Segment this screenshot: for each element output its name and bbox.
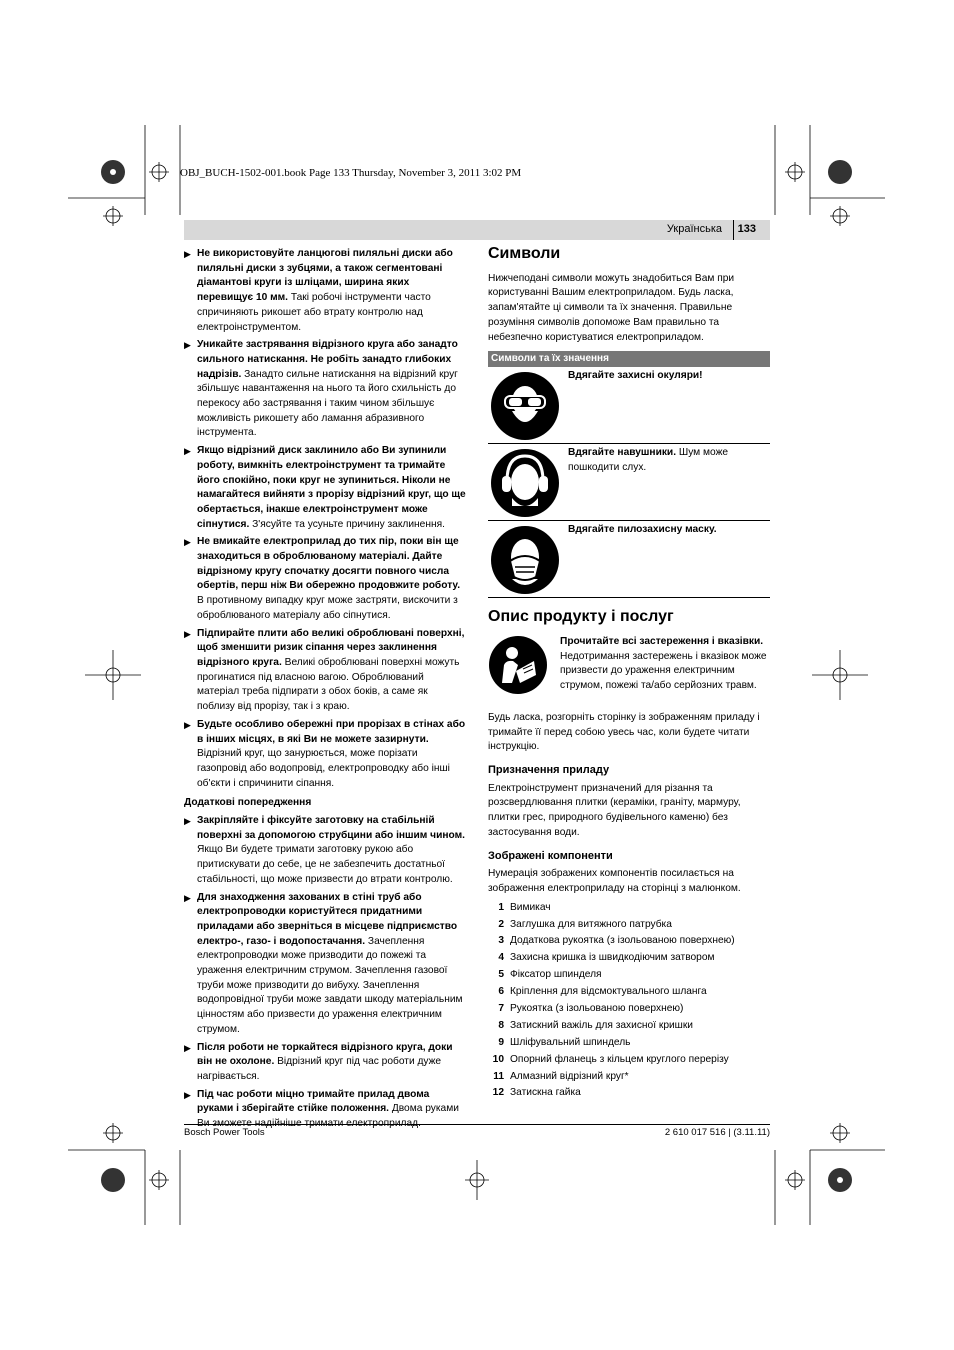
warning-text: Двома руками xyxy=(391,1103,459,1115)
warning-item xyxy=(184,891,466,1038)
warning-text: Якщо Ви будете тримати заготовку рукою або притискувати до себе, це не забезпечить достатньої стабільності, що може призвести до втрати контролю. xyxy=(197,844,453,885)
component-label: Додаткова рукоятка (з ізольованою поверхнею) xyxy=(510,935,735,947)
warning-item xyxy=(184,627,466,715)
warning-item xyxy=(184,1041,466,1085)
components-title: Зображені компоненти xyxy=(488,849,613,862)
warning-bold-text: Під час роботи міцно тримайте прилад двома руками і зберігайте стійке положення. xyxy=(197,1088,430,1115)
component-label: Алмазний відрізний круг* xyxy=(510,1070,629,1082)
right-column xyxy=(488,247,770,1103)
bullet-arrow-icon: ▶ xyxy=(184,446,191,457)
component-label: Затискний важіль для захисної кришки xyxy=(510,1019,694,1031)
warning-text: В противному випадку круг може застряти, вискочити з оброблюваного матеріалу або сіпнутися. xyxy=(197,595,458,621)
symbol-row xyxy=(488,444,770,521)
component-label: Шліфувальний шпиндель xyxy=(510,1036,631,1048)
component-item xyxy=(488,985,770,1000)
bullet-arrow-icon: ▶ xyxy=(184,816,191,827)
component-item xyxy=(488,934,770,949)
component-item xyxy=(488,1086,770,1101)
component-label: Кріплення для відсмоктувального шланга xyxy=(510,986,707,998)
footer-doc-number: 2 610 017 516 | (3.11.11) xyxy=(664,1127,770,1138)
symbol-row xyxy=(488,367,770,444)
symbol-row xyxy=(488,521,770,598)
component-number: 5 xyxy=(498,969,504,981)
components-list xyxy=(488,901,770,1102)
safety-goggles-icon xyxy=(490,371,560,441)
component-number: 8 xyxy=(498,1019,504,1031)
bullet-arrow-icon: ▶ xyxy=(184,1089,191,1100)
component-number: 1 xyxy=(498,901,504,913)
warning-bold-text: Будьте особливо обережні при прорізах в стінах або в інших місцях, в які Ви не можете зазирнути. xyxy=(197,718,466,745)
purpose-title: Призначення приладу xyxy=(488,764,610,777)
warning-bold-text: Не вмикайте електроприлад до тих пір, поки він ще знаходиться в оброблюваному матеріалі. Дайте відрізному кругу спочатку досягти повного числа обертів, перш ніж Ви обережно продовжите роботу. xyxy=(197,536,461,592)
symbols-title: Символи xyxy=(488,245,561,262)
warning-bold-text: Якщо відрізний диск заклинило або Ви зупинили роботу, вимкніть електроінструмент та тримайте його спокійно, поки круг не зупиниться. Ніколи не намагайтеся вийняти з прорізу відрізний круг, що ще обертається, інакше електроінструмент може сіпнутися. xyxy=(197,445,466,530)
component-item xyxy=(488,1036,770,1051)
warning-item xyxy=(184,1088,466,1132)
symbol-text: Вдягайте пилозахисну маску. xyxy=(568,524,717,536)
warning-bold-text: Підпирайте плити або великі оброблювані поверхні, щоб зменшити ризик сіпання через заклинення відрізного круга. xyxy=(197,627,465,668)
header-language: Українська xyxy=(666,223,722,235)
component-number: 10 xyxy=(492,1053,504,1065)
warning-item xyxy=(184,814,466,888)
component-item xyxy=(488,901,770,916)
header-separator xyxy=(733,220,734,240)
unfold-note: Будь ласка, розгорніть сторінку із зображенням приладу і тримайте її перед собою увесь час, коли будете читати інструкцію. xyxy=(488,711,760,753)
component-item xyxy=(488,1053,770,1068)
read-warning-bold: Прочитайте всі застереження і вказівки. xyxy=(560,635,764,647)
component-label: Фіксатор шпинделя xyxy=(510,969,602,981)
warning-text: Відрізний круг, що занурюється, може порізати газопровід або водопровід, електропроводку або інші об'єкти і спричинити сіпання. xyxy=(197,748,450,789)
warning-bold-text: Після роботи не торкайтеся відрізного круга, доки він не охолоне. xyxy=(197,1041,453,1068)
bullet-arrow-icon: ▶ xyxy=(184,537,191,548)
dust-mask-icon xyxy=(490,525,560,595)
product-title: Опис продукту і послуг xyxy=(488,608,674,626)
warning-item xyxy=(184,444,466,532)
page-number: 133 xyxy=(737,223,756,235)
warning-item xyxy=(184,247,466,335)
component-item xyxy=(488,1002,770,1017)
bullet-arrow-icon: ▶ xyxy=(184,1042,191,1053)
component-label: Захисна кришка із швидкодіючим затвором xyxy=(510,952,715,964)
warning-item xyxy=(184,718,466,792)
bullet-arrow-icon: ▶ xyxy=(184,340,191,351)
component-number: 12 xyxy=(492,1087,504,1099)
component-item xyxy=(488,951,770,966)
read-warning-text: Недотримання застережень і вказівок може призвести до ураження електричним струмом, пожежі та/або серйозних травм. xyxy=(560,650,767,692)
bullet-arrow-icon: ▶ xyxy=(184,249,191,259)
warning-text: Такі робочі інструменти часто спричиняють рикошет або втрату контролю над електроінструментом. xyxy=(197,292,431,333)
symbols-table-header: Символи та їх значення xyxy=(488,351,770,367)
component-number: 9 xyxy=(498,1036,504,1048)
warning-text: Великі оброблювані поверхні можуть прогинатися під власною вагою. Оброблюваний матеріал треба підпирати з обох боків, а саме як поблизу від прорізу, так і з краю. xyxy=(197,656,460,713)
component-number: 4 xyxy=(498,952,504,964)
warning-bold-text: Закріпляйте і фіксуйте заготовку на стабільній поверхні за допомогою струбцини або іншим чином. xyxy=(197,815,465,841)
warning-bold-text: Для знаходження захованих в стіні труб або електропроводки користуйтеся придатними приладами або зверніться в місцеве підприємство електро-, газо- і водопостачання. xyxy=(197,891,458,947)
footer-rule xyxy=(184,1124,770,1125)
additional-warnings-heading: Додаткові попередження xyxy=(184,797,312,809)
component-item xyxy=(488,918,770,933)
warning-bold-text: Не використовуйте ланцюгові пиляльні диски або пиляльні диски з зубцями, а також сегментовані діамантові круги із шліцами, ширина яких перевищує 10 мм. xyxy=(197,248,453,304)
bullet-arrow-icon: ▶ xyxy=(184,628,191,639)
component-number: 2 xyxy=(498,918,504,930)
component-number: 7 xyxy=(498,1003,504,1014)
warning-text: З'ясуйте та усуньте причину заклинення. xyxy=(249,518,445,530)
bullet-arrow-icon: ▶ xyxy=(184,719,191,730)
component-label: Опорний фланець з кільцем круглого перерізу xyxy=(510,1053,729,1065)
warning-text: Відрізний круг під час роботи дуже нагрівається. xyxy=(197,1056,442,1082)
symbol-text: Вдягайте захисні окуляри! xyxy=(568,370,703,382)
components-intro: Нумерація зображених компонентів посилається на зображення електроприладу на сторінці з малюнком. xyxy=(488,868,741,894)
symbol-bold-text: Вдягайте навушники. xyxy=(568,447,677,459)
component-label: Рукоятка (з ізольованою поверхнею) xyxy=(510,1003,684,1014)
purpose-text: Електроінструмент призначений для різання та розсвердлювання плитки (кераміки, граніту, мармуру, плитки грес, природного будівельного каменю) без застосування води. xyxy=(488,782,741,838)
page-header xyxy=(184,220,770,240)
warning-text: Зачеплення електропроводки може призводити до пожежі та ураження електричним струмом. Зачеплення газової труби може призводити до вибуху. Зачеплення водопровідної труби може завдати шкоду матеріальним цінностям або призвести до ураження електричним струмом. xyxy=(197,935,463,1035)
symbols-intro: Нижчеподані символи можуть знадобиться Вам при користуванні Вашим електроприладом. Будь ласка, запам'ятайте ці символи та їх значення. Правильне розуміння символів допоможе Вам правильно та небезпечно користуватися електроприладом. xyxy=(488,272,735,343)
left-column xyxy=(184,247,466,1135)
component-item xyxy=(488,968,770,983)
component-label: Заглушка для витяжного патрубка xyxy=(510,918,672,930)
warning-bold-text: Уникайте застрявання відрізного круга або занадто сильного натискання. Не робіть занадто глибоких надрізів. xyxy=(197,339,458,380)
component-label: Затискна гайка xyxy=(510,1087,581,1099)
footer-brand: Bosch Power Tools xyxy=(184,1127,265,1138)
component-item xyxy=(488,1019,770,1034)
warning-text: Занадто сильне натискання на відрізний круг збільшує навантаження на нього та його схильність до перекосу або застрявання і таким чином збільшує можливість рикошету або ламання абразивного інструмента. xyxy=(197,368,458,439)
component-number: 11 xyxy=(493,1070,504,1082)
symbol-text: Шум може пошкодити слух. xyxy=(568,447,729,473)
bullet-arrow-icon: ▶ xyxy=(184,892,191,903)
read-instructions-row xyxy=(488,635,770,701)
component-number: 6 xyxy=(498,986,504,998)
warning-item xyxy=(184,535,466,623)
component-number: 3 xyxy=(498,935,504,947)
component-label: Вимикач xyxy=(510,901,551,913)
read-manual-icon xyxy=(488,635,548,695)
component-item xyxy=(488,1070,770,1085)
warning-item xyxy=(184,338,466,441)
ear-protection-icon xyxy=(490,448,560,518)
print-slug: OBJ_BUCH-1502-001.book Page 133 Thursday, November 3, 2011 3:02 PM xyxy=(180,167,522,179)
